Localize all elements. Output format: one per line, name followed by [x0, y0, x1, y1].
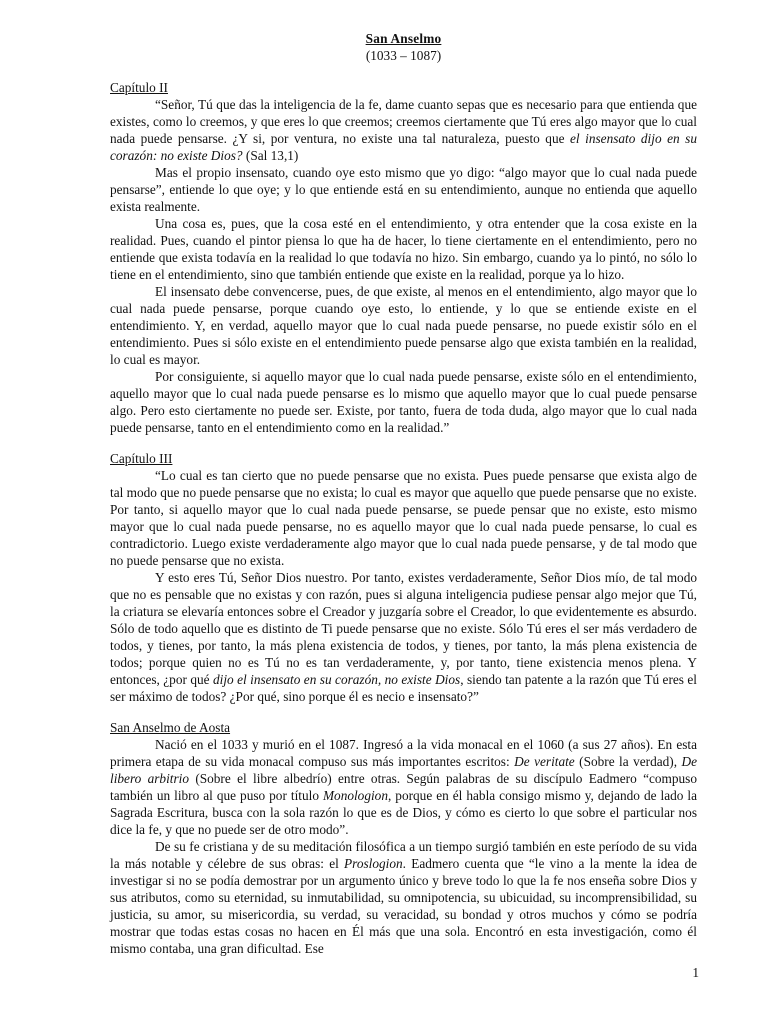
paragraph: [110, 283, 697, 368]
text-run: Y esto eres Tú, Señor Dios nuestro. Por tanto, existes verdaderamente, Señor Dios mío, de tal modo que no es pensable que no existas y con razón, pues si alguna inteligencia pudiese pensar algo mejor que Tú, la criatura se elevaría entonces sobre el Creador y juzgaría sobre el Creador, lo que evidentemente es absurdo. Sólo de todo aquello que es distinto de Ti puede pensarse que no existe. Sólo Tú eres el ser más verdadero de todos, y tienes, por tanto, la más plena existencia de todos, y tienes, por tanto, la más plena existencia de todos; porque quien no es Tú no es tan verdaderamente, y, por tanto, tiene existencia menos plena. Y entonces, ¿por qué: [110, 570, 697, 687]
document-dates: (1033 – 1087): [365, 48, 442, 63]
section-body-capitulo-ii: [110, 96, 697, 436]
text-run: Una cosa es, pues, que la cosa esté en el entendimiento, y otra entender que la cosa existe en la realidad. Pues, cuando el pintor piensa lo que ha de hacer, lo tiene ciertamente en el entendimiento, pero no entiende que exista todavía en la realidad lo que todavía no hizo. Sin embargo, cuando ya lo pintó, no sólo lo tiene en el entendimiento, sino que también entiende que existe en la realidad, porque ya lo hizo.: [110, 216, 697, 282]
italic-text: Monologion: [322, 788, 388, 803]
paragraph: [110, 736, 697, 838]
text-run: De su fe cristiana y de su meditación filosófica a un tiempo surgió también en este período de su vida la más notable y célebre de sus obras: el: [110, 839, 697, 871]
italic-text: De veritate: [514, 754, 575, 769]
text-run: (Sobre la verdad),: [574, 754, 682, 769]
text-run: El insensato debe convencerse, pues, de que existe, al menos en el entendimiento, algo mayor que lo cual nada puede pensarse, porque cuando oye esto, lo entiende, y lo que se entiende existe en el entendimiento. Y, en verdad, aquello mayor que lo cual nada puede pensarse, no puede existir sólo en el entendimiento. Pues si sólo existe en el entendimiento puede pensarse algo que exista también en la realidad, lo cual es mayor.: [110, 284, 697, 367]
paragraph: [110, 368, 697, 436]
italic-text: el insensato dijo en su corazón: no existe Dios?: [110, 131, 698, 163]
italic-text: Proslogion: [344, 856, 403, 871]
italic-text: dijo el insensato en su corazón, no existe Dios: [212, 672, 461, 687]
paragraph: [110, 467, 697, 569]
text-run: “Lo cual es tan cierto que no puede pensarse que no exista. Pues puede pensarse que exista algo de tal modo que no puede pensarse que no exista; lo cual es mayor que aquello que puede pensarse que no existe. Por tanto, si aquello mayor que lo cual nada puede pensarse, se puede pensar que no existe, esto mismo mayor que lo cual nada puede pensarse, no es aquello mayor que lo cual nada puede pensarse, lo cual es contradictorio. Luego existe verdaderamente algo mayor que lo cual nada puede pensarse, y de tal modo que no puede pensarse que no exista.: [110, 468, 697, 568]
section-heading-biography: San Anselmo de Aosta: [110, 720, 231, 735]
paragraph: [110, 96, 697, 164]
text-run: . Eadmero cuenta que “le vino a la mente la idea de investigar si no se podía demostrar por un argumento único y breve todo lo que la fe nos enseña sobre Dios y sus atributos, como su eternidad, su inmutabilidad, su omnipotencia, su ubicuidad, su incomprensibilidad, su justicia, su amor, su misericordia, su verdad, su veracidad, su bondad y otros muchos y cómo se podría mostrar que todas estas cosas no hacen en Él más que una sola. Encontró en esta investigación, como él mismo contaba, una gran dificultad. Ese: [110, 856, 697, 956]
paragraph: [110, 838, 697, 957]
paragraph: [110, 569, 697, 705]
text-run: (Sobre el libre albedrío) entre otras. Según palabras de su discípulo Eadmero “compuso también un libro al que puso por título: [110, 771, 697, 803]
paragraph: [110, 215, 697, 283]
text-run: (Sal 13,1): [242, 148, 299, 163]
text-run: Nació en el 1033 y murió en el 1087. Ingresó a la vida monacal en el 1060 (a sus 27 años). En esta primera etapa de su vida monacal compuso sus más importantes escritos:: [110, 737, 697, 769]
text-run: , porque en él habla consigo mismo y, dejando de lado la Sagrada Escritura, busca con la sola razón lo que es de Dios, y cómo es cierto lo que sobre el particular nos dice la fe, y que no puede ser de otro modo”.: [110, 788, 697, 837]
text-run: Mas el propio insensato, cuando oye esto mismo que yo digo: “algo mayor que lo cual nada puede pensarse”, entiende lo que oye; y lo que entiende está en su entendimiento, aunque no entienda que aquello exista realmente.: [110, 165, 697, 214]
section-heading-capitulo-ii: Capítulo II: [110, 80, 168, 95]
section-heading-capitulo-iii: Capítulo III: [110, 451, 173, 466]
document-title: San Anselmo: [365, 31, 442, 46]
page-number: 1: [692, 965, 699, 980]
section-body-biography: [110, 736, 697, 957]
section-body-capitulo-iii: [110, 467, 697, 705]
text-run: Por consiguiente, si aquello mayor que lo cual nada puede pensarse, existe sólo en el entendimiento, aquello mayor que lo cual nada puede pensarse es lo mismo que aquello mayor que lo cual puede pensarse algo. Pero esto ciertamente no puede ser. Existe, por tanto, fuera de toda duda, algo mayor que lo cual nada puede pensarse, tanto en el entendimiento como en la realidad.”: [110, 369, 697, 435]
text-run: , siendo tan patente a la razón que Tú eres el ser máximo de todos? ¿Por qué, sino porque él es necio e insensato?”: [110, 672, 697, 704]
italic-text: De libero arbitrio: [110, 754, 697, 786]
paragraph: [110, 164, 697, 215]
text-run: “Señor, Tú que das la inteligencia de la fe, dame cuanto sepas que es necesario para que entienda que existes, como lo creemos, y que eres lo que creemos; creemos ciertamente que Tú eres algo mayor que lo cual nada puede pensarse. ¿Y si, por ventura, no existe una tal naturaleza, puesto que: [110, 97, 697, 146]
